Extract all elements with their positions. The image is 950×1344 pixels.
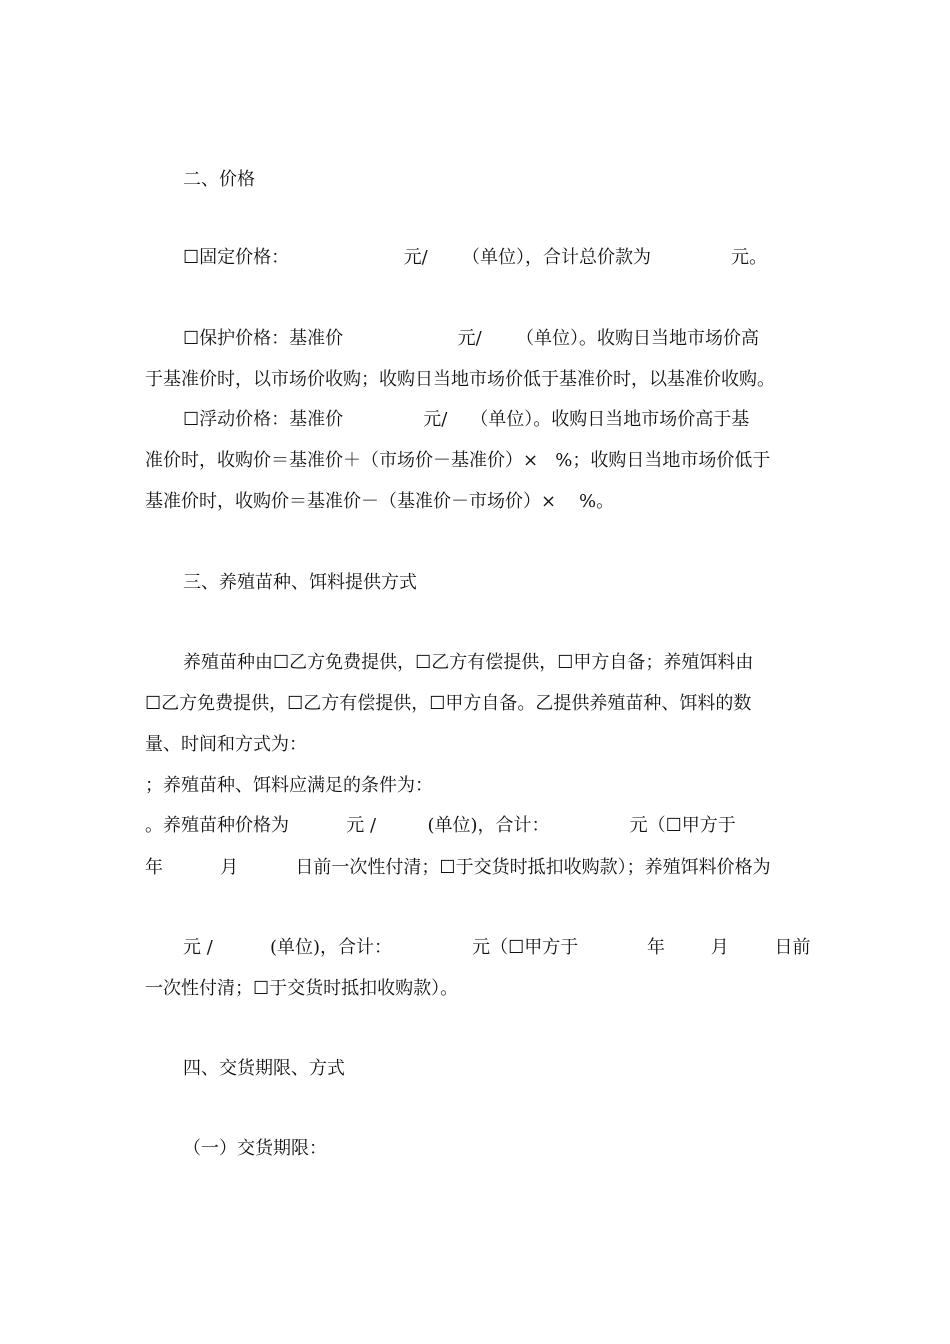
protect-price-line-2: 于基准价时，以市场价收购；收购日当地市场价低于基准价时，以基准价收购。: [145, 369, 775, 390]
section-heading-delivery: 四、交货期限、方式: [183, 1058, 345, 1079]
fixed-price-line: ☐固定价格： 元/ （单位），合计总价款为 元。: [183, 247, 768, 268]
supply-line-7: 元 / (单位)，合计： 元（☐甲方于 年 月 日前: [183, 937, 811, 958]
supply-line-1: 养殖苗种由☐乙方免费提供，☐乙方有偿提供，☐甲方自备；养殖饵料由: [183, 652, 754, 673]
protect-price-line-1: ☐保护价格：基准价 元/ （单位）。收购日当地市场价高: [183, 328, 759, 349]
float-price-line-2: 准价时，收购价＝基准价＋（市场价－基准价）× %；收购日当地市场价低于: [145, 450, 771, 471]
supply-line-3: 量、时间和方式为：: [145, 734, 307, 755]
delivery-subheading: （一）交货期限：: [183, 1138, 327, 1159]
section-heading-price: 二、价格: [183, 169, 255, 190]
section-heading-supply: 三、养殖苗种、饵料提供方式: [183, 572, 417, 593]
supply-line-4: ；养殖苗种、饵料应满足的条件为：: [145, 775, 433, 796]
float-price-line-3: 基准价时，收购价＝基准价－（基准价－市场价）× %。: [145, 491, 615, 512]
supply-line-2: ☐乙方免费提供，☐乙方有偿提供，☐甲方自备。乙提供养殖苗种、饵料的数: [145, 693, 752, 714]
float-price-line-1: ☐浮动价格：基准价 元/ （单位）。收购日当地市场价高于基: [183, 409, 750, 430]
supply-line-8: 一次性付清；☐于交货时抵扣收购款）。: [145, 978, 459, 999]
supply-line-6: 年 月 日前一次性付清；☐于交货时抵扣收购款）；养殖饵料价格为: [145, 857, 771, 878]
supply-line-5: 。养殖苗种价格为 元 / (单位)，合计： 元（☐甲方于: [145, 815, 736, 836]
